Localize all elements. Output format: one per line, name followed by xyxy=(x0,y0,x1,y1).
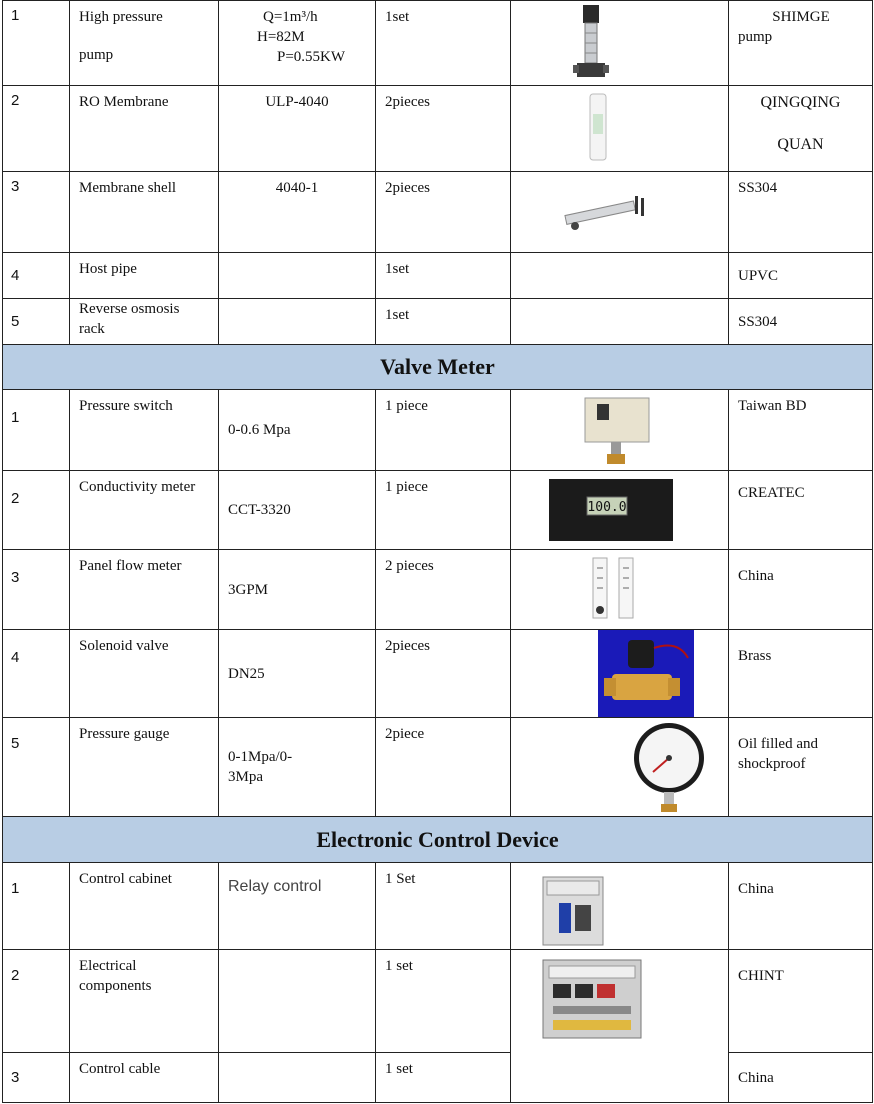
item-spec: Relay control xyxy=(219,863,376,950)
item-image xyxy=(511,86,729,172)
row-number: 1 xyxy=(3,1,70,86)
item-name: Host pipe xyxy=(70,253,219,299)
item-quantity: 1 set xyxy=(376,1053,511,1103)
ro-membrane-icon xyxy=(587,92,609,164)
item-quantity: 2piece xyxy=(376,718,511,817)
row-number: 5 xyxy=(3,299,70,345)
item-image xyxy=(511,950,729,1103)
membrane-shell-icon xyxy=(561,190,647,238)
row-number: 1 xyxy=(3,390,70,471)
item-image xyxy=(511,1,729,86)
table-row xyxy=(3,1,873,86)
solenoid-valve-icon xyxy=(598,630,694,718)
item-name: Control cable xyxy=(70,1053,219,1103)
item-brand: QINGQING QUAN xyxy=(729,86,873,172)
item-quantity: 1set xyxy=(376,299,511,345)
item-spec: DN25 xyxy=(219,630,376,718)
item-spec: 0-0.6 Mpa xyxy=(219,390,376,471)
row-number: 3 xyxy=(3,1053,70,1103)
item-image xyxy=(511,471,729,550)
item-brand: Taiwan BD xyxy=(729,390,873,471)
item-name: Panel flow meter xyxy=(70,550,219,630)
section-row xyxy=(3,345,873,390)
item-quantity: 2pieces xyxy=(376,172,511,253)
item-brand: SS304 xyxy=(729,172,873,253)
table-row xyxy=(3,86,873,172)
equipment-table xyxy=(2,0,873,1103)
item-spec xyxy=(219,950,376,1053)
table-row xyxy=(3,253,873,299)
conductivity-meter-icon xyxy=(547,477,675,543)
item-brand: Brass xyxy=(729,630,873,718)
table-row xyxy=(3,630,873,718)
table-row xyxy=(3,1053,873,1103)
row-number: 2 xyxy=(3,950,70,1053)
row-number: 4 xyxy=(3,630,70,718)
item-spec: 4040-1 xyxy=(219,172,376,253)
item-image xyxy=(511,299,729,345)
item-image xyxy=(511,253,729,299)
section-title-valve-meter: Valve Meter xyxy=(3,345,873,390)
table-row xyxy=(3,863,873,950)
panel-flow-meter-icon xyxy=(589,556,643,622)
item-brand: SHIMGE pump xyxy=(729,1,873,86)
table-row xyxy=(3,718,873,817)
item-brand: SS304 xyxy=(729,299,873,345)
row-number: 1 xyxy=(3,863,70,950)
item-name: Conductivity meter xyxy=(70,471,219,550)
item-name: Membrane shell xyxy=(70,172,219,253)
item-spec xyxy=(219,299,376,345)
item-name: Solenoid valve xyxy=(70,630,219,718)
item-quantity: 1set xyxy=(376,1,511,86)
table-row xyxy=(3,471,873,550)
row-number: 2 xyxy=(3,471,70,550)
item-spec xyxy=(219,1053,376,1103)
item-brand: China xyxy=(729,550,873,630)
item-name: RO Membrane xyxy=(70,86,219,172)
item-brand: China xyxy=(729,1053,873,1103)
item-name: Electrical components xyxy=(70,950,219,1053)
item-image xyxy=(511,390,729,471)
item-spec: 0-1Mpa/0- 3Mpa xyxy=(219,718,376,817)
item-brand: CHINT xyxy=(729,950,873,1053)
item-brand: UPVC xyxy=(729,253,873,299)
item-brand: China xyxy=(729,863,873,950)
item-brand: CREATEC xyxy=(729,471,873,550)
item-image xyxy=(511,550,729,630)
item-quantity: 1 piece xyxy=(376,471,511,550)
row-number: 5 xyxy=(3,718,70,817)
item-name: Reverse osmosis rack xyxy=(70,299,219,345)
item-quantity: 1 set xyxy=(376,950,511,1053)
row-number: 3 xyxy=(3,172,70,253)
electrical-panel-icon xyxy=(541,958,643,1040)
item-brand: Oil filled and shockproof xyxy=(729,718,873,817)
meter-display-value: 100.0 xyxy=(587,500,627,515)
item-name: Pressure switch xyxy=(70,390,219,471)
table-row xyxy=(3,390,873,471)
item-spec: Q=1m³/h H=82M P=0.55KW xyxy=(219,1,376,86)
item-quantity: 2 pieces xyxy=(376,550,511,630)
item-name: Control cabinet xyxy=(70,863,219,950)
table-row xyxy=(3,299,873,345)
vertical-multistage-pump-icon xyxy=(571,3,611,83)
pressure-gauge-icon xyxy=(629,720,711,814)
table-row xyxy=(3,172,873,253)
section-title-electronic-control: Electronic Control Device xyxy=(3,817,873,863)
item-quantity: 1 Set xyxy=(376,863,511,950)
item-name: High pressure pump xyxy=(70,1,219,86)
item-image xyxy=(511,863,729,950)
item-spec xyxy=(219,253,376,299)
item-name: Pressure gauge xyxy=(70,718,219,817)
row-number: 2 xyxy=(3,86,70,172)
table-row xyxy=(3,550,873,630)
row-number: 3 xyxy=(3,550,70,630)
table-row xyxy=(3,950,873,1053)
item-spec: CCT-3320 xyxy=(219,471,376,550)
item-spec: 3GPM xyxy=(219,550,376,630)
pressure-switch-icon xyxy=(581,396,653,466)
item-image xyxy=(511,630,729,718)
item-quantity: 1 piece xyxy=(376,390,511,471)
section-row xyxy=(3,817,873,863)
item-image xyxy=(511,718,729,817)
row-number: 4 xyxy=(3,253,70,299)
item-quantity: 2pieces xyxy=(376,86,511,172)
item-quantity: 2pieces xyxy=(376,630,511,718)
item-spec: ULP-4040 xyxy=(219,86,376,172)
item-quantity: 1set xyxy=(376,253,511,299)
control-cabinet-icon xyxy=(541,875,605,947)
item-image xyxy=(511,172,729,253)
